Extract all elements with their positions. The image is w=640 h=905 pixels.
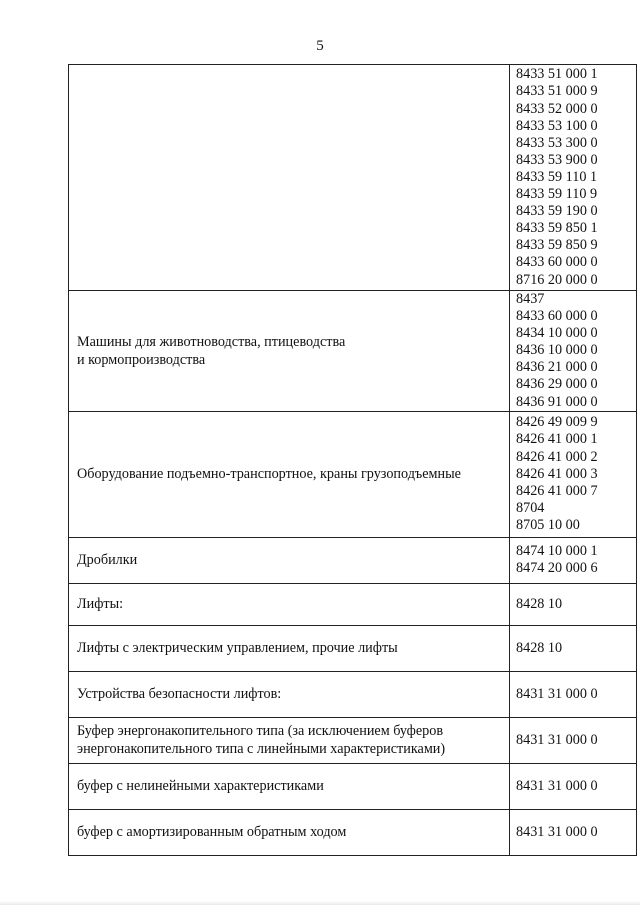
tnved-code: 8436 91 000 0 [516, 393, 598, 410]
page-bottom-edge [0, 901, 640, 905]
table-row [69, 65, 637, 291]
table-row [69, 671, 637, 717]
product-name-line: буфер с амортизированным обратным ходом [77, 824, 347, 841]
tnved-code: 8431 31 000 0 [516, 731, 598, 748]
product-name-line: и кормопроизводства [77, 351, 206, 368]
table-row [69, 291, 637, 412]
tnved-code: 8716 20 000 0 [516, 271, 598, 288]
tnved-code: 8426 49 009 9 [516, 414, 598, 431]
tnved-code: 8433 60 000 0 [516, 308, 598, 325]
tnved-code: 8433 51 000 9 [516, 83, 598, 100]
tnved-code-cell [510, 291, 637, 412]
tnved-code-cell [510, 537, 637, 583]
tnved-code-cell [510, 809, 637, 855]
product-name-cell [69, 671, 510, 717]
tnved-code: 8426 41 000 2 [516, 448, 598, 465]
table-body [69, 65, 637, 856]
tnved-code-cell [510, 717, 637, 763]
tnved-code: 8433 59 850 1 [516, 220, 598, 237]
product-name-cell [69, 291, 510, 412]
page-number: 5 [316, 38, 324, 54]
table-row [69, 625, 637, 671]
tnved-code-cell [510, 625, 637, 671]
product-name-line: Лифты: [77, 596, 124, 613]
table-row [69, 763, 637, 809]
tnved-code: 8433 52 000 0 [516, 100, 598, 117]
table-row [69, 583, 637, 625]
product-name-cell [69, 411, 510, 537]
tnved-code: 8426 41 000 7 [516, 482, 598, 499]
table-row [69, 537, 637, 583]
product-name-line: энергонакопительного типа с линейными характеристиками) [77, 741, 446, 758]
tnved-code: 8431 31 000 0 [516, 685, 598, 702]
product-name-line: Устройства безопасности лифтов: [77, 686, 282, 703]
tnved-code: 8433 53 900 0 [516, 151, 598, 168]
tnved-code: 8436 21 000 0 [516, 359, 598, 376]
tnved-code: 8436 10 000 0 [516, 342, 598, 359]
product-name-line: Дробилки [77, 552, 138, 569]
tnved-code: 8704 [516, 499, 545, 516]
tnved-code-cell [510, 763, 637, 809]
product-name-line: Оборудование подъемно-транспортное, краны грузоподъемные [77, 466, 461, 483]
tnved-code: 8474 10 000 1 [516, 543, 598, 560]
tnved-code: 8428 10 [516, 639, 563, 656]
tnved-code-cell [510, 671, 637, 717]
product-name-cell [69, 583, 510, 625]
tnved-code-cell [510, 411, 637, 537]
tnved-code: 8428 10 [516, 595, 563, 612]
tnved-code: 8433 60 000 0 [516, 254, 598, 271]
tnved-code: 8474 20 000 6 [516, 560, 598, 577]
product-name-cell [69, 809, 510, 855]
tnved-code: 8433 53 100 0 [516, 117, 598, 134]
tnved-code: 8433 53 300 0 [516, 134, 598, 151]
product-name-cell [69, 65, 510, 291]
table-row [69, 411, 637, 537]
tnved-code: 8426 41 000 1 [516, 431, 598, 448]
product-name-line: буфер с нелинейными характеристиками [77, 778, 324, 795]
tnved-code: 8433 59 110 9 [516, 186, 598, 203]
tnved-code: 8705 10 00 [516, 516, 580, 533]
tnved-code: 8433 51 000 1 [516, 66, 598, 83]
tnved-code-cell [510, 583, 637, 625]
table-row [69, 809, 637, 855]
tnved-code: 8434 10 000 0 [516, 325, 598, 342]
product-name-cell [69, 763, 510, 809]
tnved-code: 8433 59 190 0 [516, 203, 598, 220]
tnved-code: 8431 31 000 0 [516, 777, 598, 794]
tnved-code: 8437 [516, 291, 545, 307]
product-name-line: Лифты с электрическим управлением, прочие лифты [77, 640, 398, 657]
product-name-cell [69, 537, 510, 583]
tnved-code: 8426 41 000 3 [516, 465, 598, 482]
product-name-line: Буфер энергонакопительного типа (за исключением буферов [77, 723, 444, 740]
product-name-cell [69, 625, 510, 671]
product-name-cell [69, 717, 510, 763]
table-row [69, 717, 637, 763]
tnved-code: 8433 59 110 1 [516, 168, 598, 185]
tnved-code: 8436 29 000 0 [516, 376, 598, 393]
tnved-code: 8431 31 000 0 [516, 823, 598, 840]
product-name-line: Машины для животноводства, птицеводства [77, 333, 346, 350]
tnved-code-cell [510, 65, 637, 291]
tnved-code: 8433 59 850 9 [516, 237, 598, 254]
product-codes-table [68, 64, 637, 856]
